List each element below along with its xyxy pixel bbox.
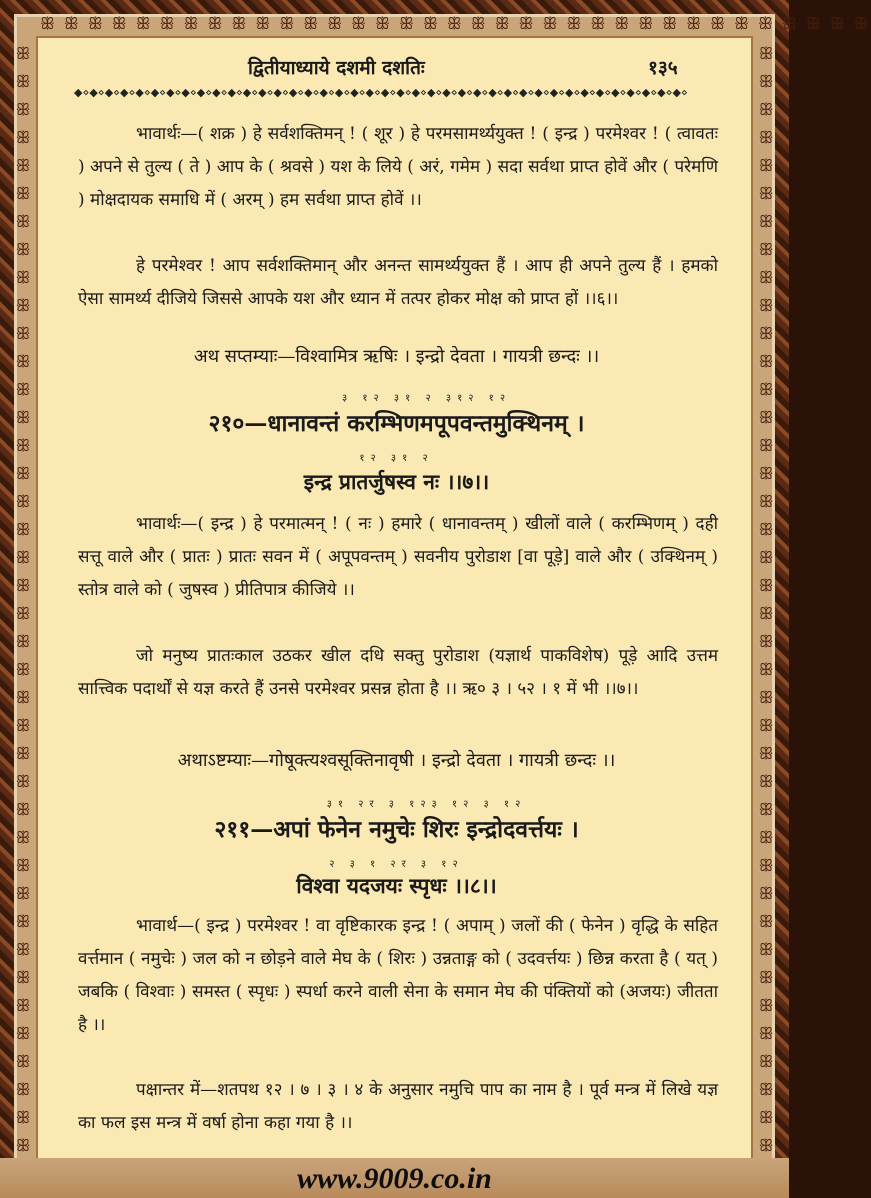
page-paper bbox=[36, 36, 753, 1160]
intro-mantra-8: अथाऽष्टम्याः—गोषूक्त्यश्वसूक्तिनावृषी । इन्द्रो देवता । गायत्री छन्दः ।। bbox=[177, 750, 616, 771]
top-ornament: ꕥ ꕥ ꕥ ꕥ ꕥ ꕥ ꕥ ꕥ ꕥ ꕥ ꕥ ꕥ ꕥ ꕥ ꕥ ꕥ ꕥ ꕥ ꕥ ꕥ ꕥ ꕥ ꕥ ꕥ ꕥ ꕥ ꕥ ꕥ ꕥ ꕥ ꕥ ꕥ ꕥ ꕥ ꕥ bbox=[40, 14, 871, 33]
accent-marks-211b: २ ३ १ २र ३ १२ bbox=[329, 859, 464, 870]
mantra-210-line2: इन्द्र प्रातर्जुषस्व नः ।।७।। bbox=[303, 469, 490, 494]
accent-marks-210b: १२ ३१ २ bbox=[359, 453, 434, 464]
website-url: www.9009.co.in bbox=[297, 1162, 492, 1195]
chapter-title: द्वितीयाध्याये दशमी दशतिः bbox=[248, 57, 425, 79]
page-number: १३५ bbox=[648, 57, 678, 79]
accent-marks-210a: ३ १२ ३१ २ ३१२ १२ bbox=[341, 393, 512, 404]
explanation-paragraph-7: जो मनुष्य प्रातःकाल उठकर खील दधि सक्तु पुरोडाश (यज्ञार्थ पाकविशेष) पूड़े आदि उत्तम सात्त्विक पदार्थों से यज्ञ करते हैं उनसे परमेश्वर प्रसन्न होता है ।। ऋ० ३ । ५२ । १ में भी ।।७।। bbox=[78, 646, 718, 699]
bhavartha-paragraph-8: भावार्थ—( इन्द्र ) परमेश्वर ! वा वृष्टिकारक इन्द्र ! ( अपाम् ) जलों की ( फेनेन ) वृद्धि के सहित वर्त्तमान ( नमुचेः ) जल को न छोड़ने वाले मेघ के ( शिरः ) उन्नताङ्ग को ( उदवर्त्तयः ) छिन्न करता है ( यत् ) जबकि ( विश्वाः ) समस्त ( स्पृधः ) स्पर्धा करने वाली सेना के समान मेघ की पंक्तियों को (अजयः) जीतता है ।। bbox=[78, 916, 718, 1035]
mantra-211-line2: विश्वा यदजयः स्पृधः ।।८।। bbox=[296, 873, 497, 898]
mantra-210-line1: २१०—धानावन्तं करम्भिणमपूपवन्तमुक्थिनम् । bbox=[208, 410, 585, 437]
header-divider: ◆⋄◆⋄◆⋄◆⋄◆⋄◆⋄◆⋄◆⋄◆⋄◆⋄◆⋄◆⋄◆⋄◆⋄◆⋄◆⋄◆⋄◆⋄◆⋄◆⋄◆⋄◆⋄◆⋄◆⋄◆⋄◆⋄◆⋄◆⋄◆⋄◆⋄◆⋄◆⋄◆⋄◆⋄◆⋄◆⋄◆⋄◆⋄◆⋄◆⋄ bbox=[74, 86, 688, 99]
bhavartha-paragraph-6: भावार्थः—( शक्र ) हे सर्वशक्तिमन् ! ( शूर ) हे परमसामर्थ्ययुक्त ! ( इन्द्र ) परमेश्वर ! ( त्वावतः ) अपने से तुल्य ( ते ) आप के ( श्रवसे ) यश के लिये ( अरं, गमेम ) सदा सर्वथा प्राप्त होवें और ( परेमणि ) मोक्षदायक समाधि में ( अरम् ) हम सर्वथा प्राप्त होवें ।। bbox=[78, 124, 718, 210]
explanation-paragraph-6: हे परमेश्वर ! आप सर्वशक्तिमान् और अनन्त सामर्थ्ययुक्त हैं । आप ही अपने तुल्य हैं । हमको ऐसा सामर्थ्य दीजिये जिससे आपके यश और ध्यान में तत्पर होकर मोक्ष को प्राप्त हों ।।६।। bbox=[78, 256, 718, 309]
left-ornament: ꕥꕥꕥꕥꕥꕥꕥꕥꕥꕥꕥꕥꕥꕥꕥꕥꕥꕥꕥꕥꕥꕥꕥꕥꕥꕥꕥꕥꕥꕥꕥꕥꕥꕥꕥꕥꕥꕥꕥꕥ bbox=[15, 44, 31, 1155]
mantra-211-line1: २११—अपां फेनेन नमुचेः शिरः इन्द्रोदवर्त्तयः । bbox=[214, 816, 579, 843]
page-header bbox=[38, 52, 755, 82]
explanation-paragraph-8: पक्षान्तर में—शतपथ १२ । ७ । ३ । ४ के अनुसार नमुचि पाप का नाम है । पूर्व मन्त्र में लिखे यज्ञ का फल इस मन्त्र में वर्षा होना कहा गया है ।। bbox=[78, 1080, 718, 1133]
accent-marks-211a: ३१ २र ३ १२३ १२ ३ १२ bbox=[326, 799, 527, 810]
bhavartha-paragraph-7: भावार्थः—( इन्द्र ) हे परमात्मन् ! ( नः ) हमारे ( धानावन्तम् ) खीलों वाले ( करम्भिणम् ) दही सत्तू वाले और ( प्रातः ) प्रातः सवन में ( अपूपवन्तम् ) सवनीय पुरोडाश [वा पूड़े] वाले और ( उक्थिनम् ) स्तोत्र वाले को ( जुषस्व ) प्रीतिपात्र कीजिये ।। bbox=[78, 514, 718, 600]
right-ornament: ꕥꕥꕥꕥꕥꕥꕥꕥꕥꕥꕥꕥꕥꕥꕥꕥꕥꕥꕥꕥꕥꕥꕥꕥꕥꕥꕥꕥꕥꕥꕥꕥꕥꕥꕥꕥꕥꕥꕥꕥ bbox=[758, 44, 774, 1155]
intro-mantra-7: अथ सप्तम्याः—विश्वामित्र ऋषिः । इन्द्रो देवता । गायत्री छन्दः ।। bbox=[193, 346, 600, 367]
